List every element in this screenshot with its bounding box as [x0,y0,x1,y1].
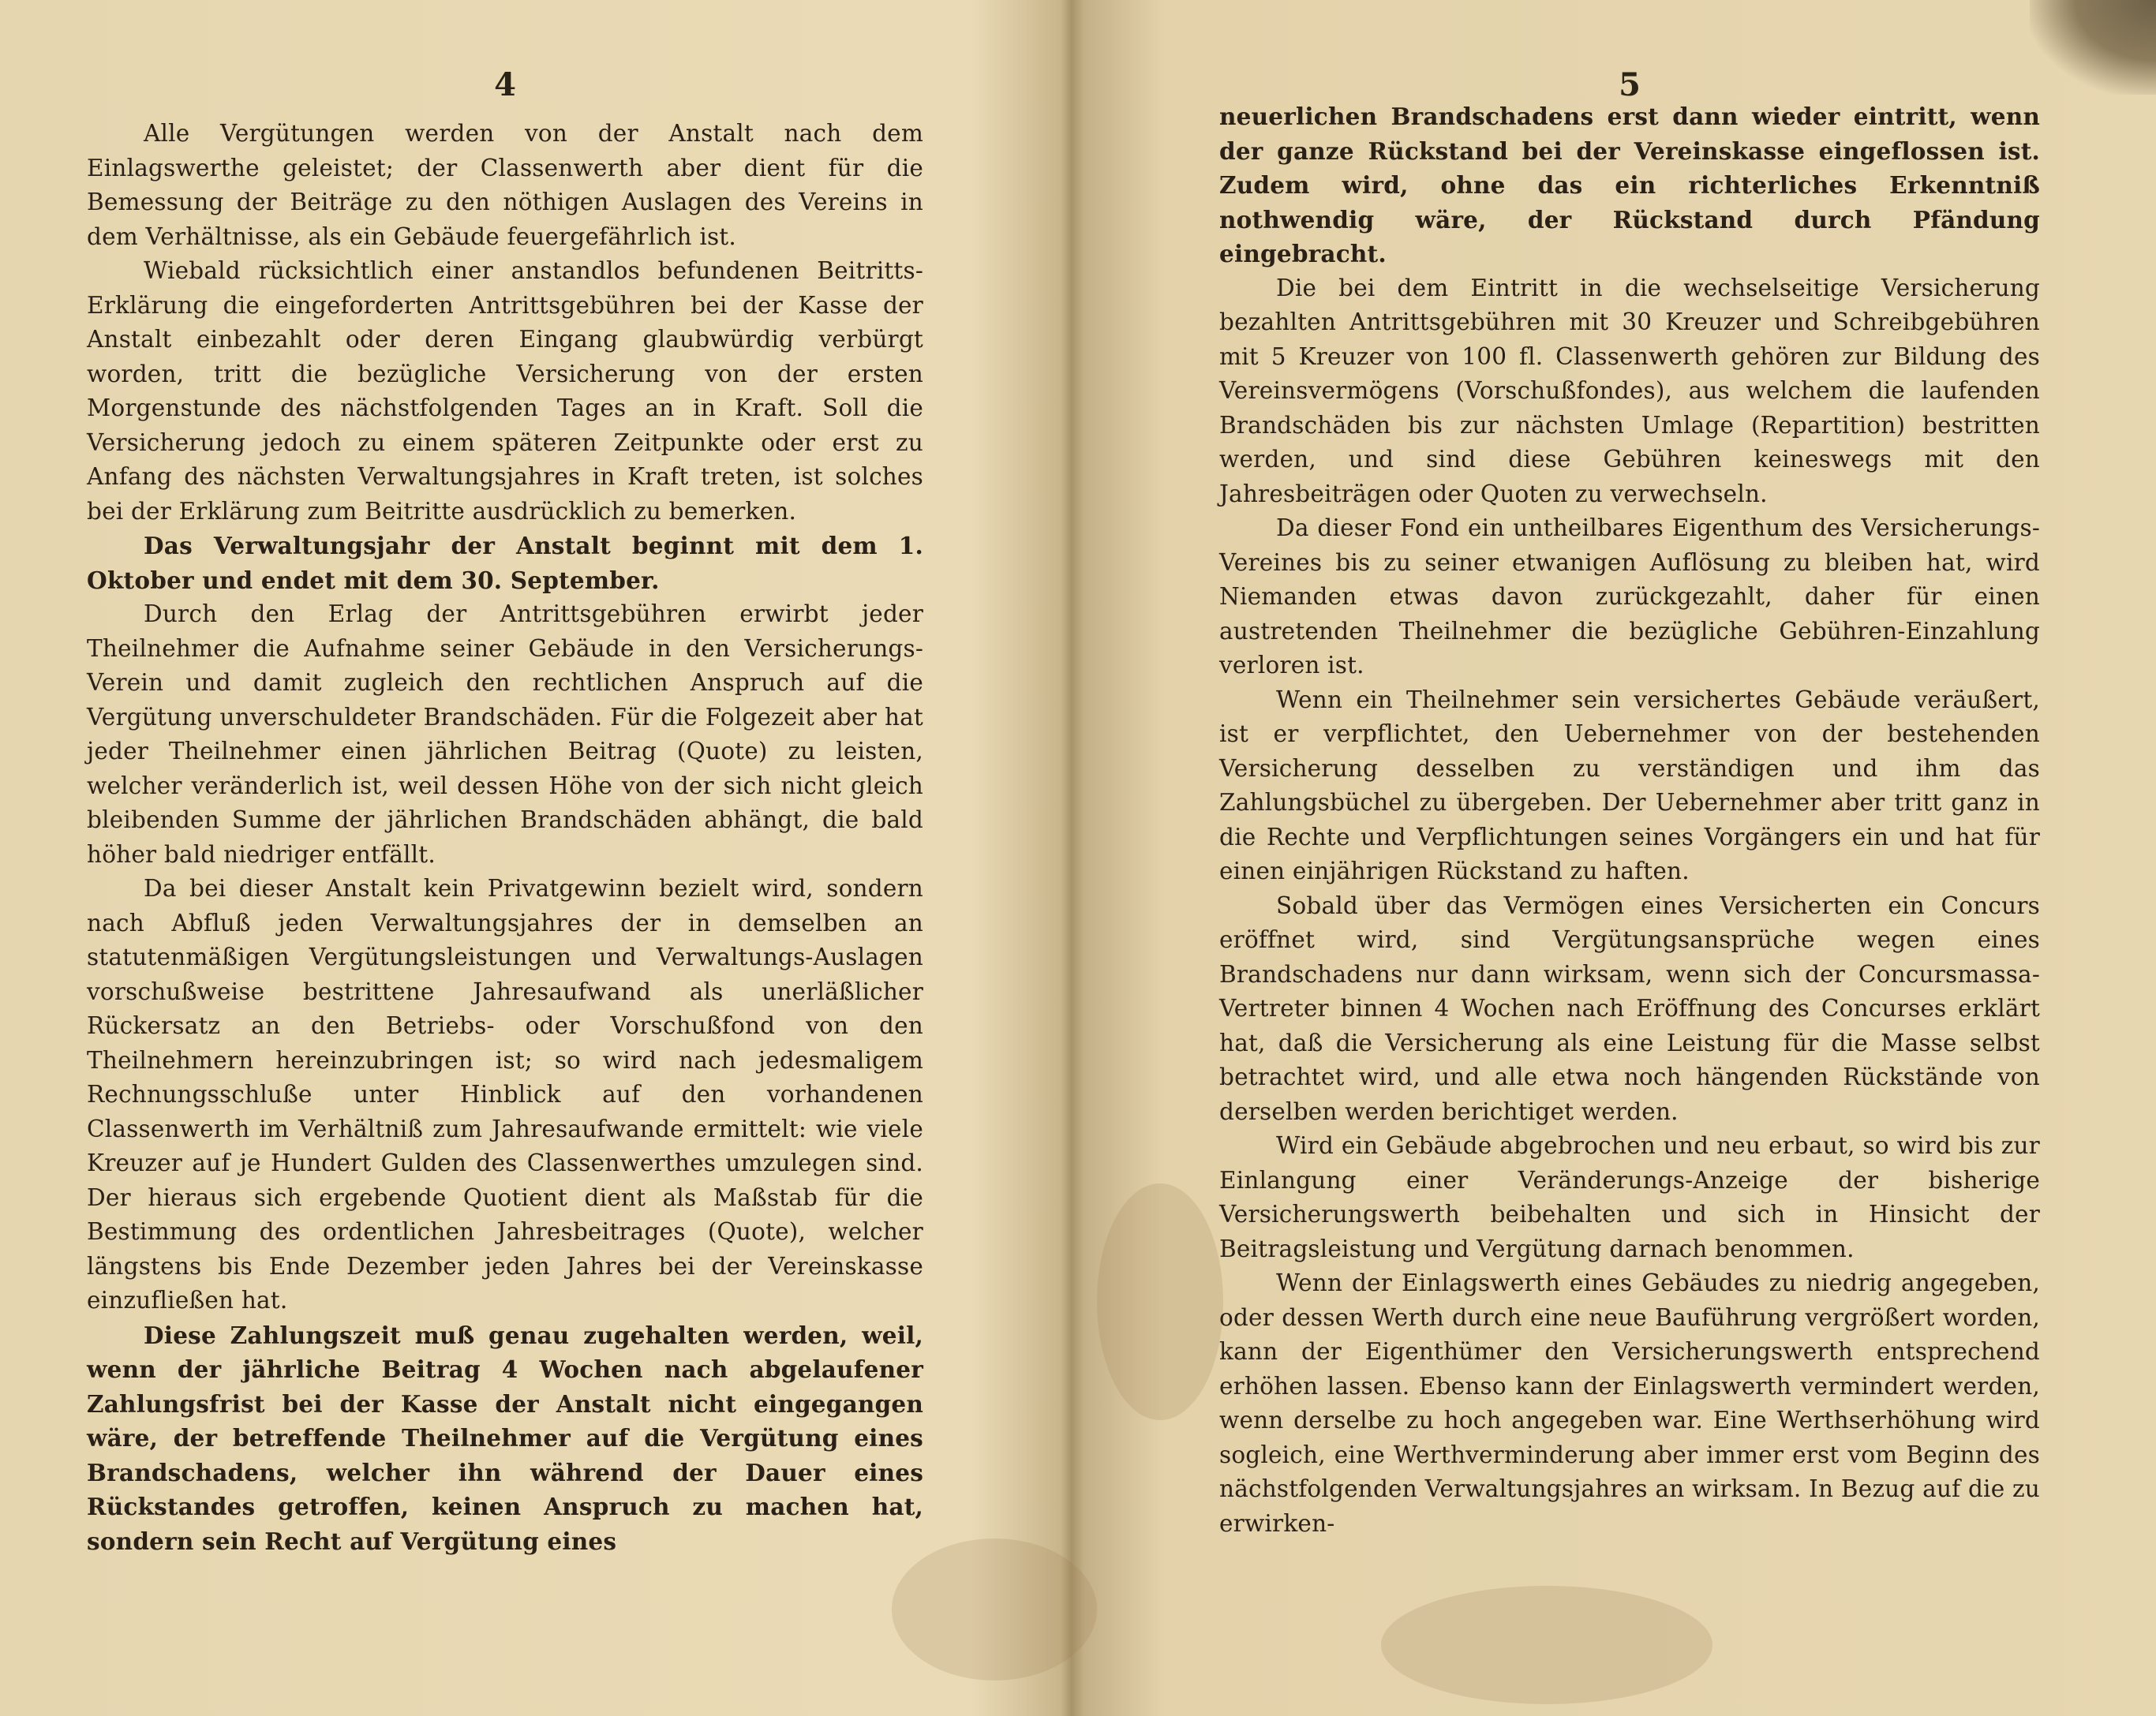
paragraph: Sobald über das Vermögen eines Versicherten ein Concurs eröffnet wird, sind Vergütungsansprüche wegen eines Brandschadens nur dann wirksam, wenn sich der Concursmassa-Vertreter binnen 4 Wochen nach Eröffnung des Concurses erklärt hat, daß die Versicherung als eine Leistung für die Masse selbst betrachtet wird, und alle etwa noch hängenden Rückstände von derselben werden berichtiget werden. [1219,892,2040,1125]
paragraph: Die bei dem Eintritt in die wechselseitige Versicherung bezahlten Antrittsgebühren mit 30 Kreuzer und Schreibgebühren mit 5 Kreuzer von 100 fl. Classenwerth gehören zur Bildung des Vereinsvermögens (Vorschußfondes), aus welchem die laufenden Brandschäden bis zur nächsten Umlage (Repartition) bestritten werden, und sind diese Gebühren keineswegs mit den Jahresbeiträgen oder Quoten zu verwechseln. [1219,274,2040,507]
paragraph: Wird ein Gebäude abgebrochen und neu erbaut, so wird bis zur Einlangung einer Veränderungs-Anzeige der bisherige Versicherungswerth beibehalten und sich in Hinsicht der Beitragsleistung und Vergütung darnach benommen. [1219,1132,2040,1262]
paragraph: Alle Vergütungen werden von der Anstalt nach dem Einlagswerthe geleistet; der Classenwerth aber dient für die Bemessung der Beiträge zu den nöthigen Auslagen des Vereins in dem Verhältnisse, als ein Gebäude feuergefährlich ist. [87,120,923,250]
water-stain [1097,1183,1223,1420]
paragraph: Wenn ein Theilnehmer sein versichertes Gebäude veräußert, ist er verpflichtet, den Uebernehmer von der bestehenden Versicherung desselben zu verständigen und ihm das Zahlungsbüchel zu übergeben. Der Uebernehmer aber tritt ganz in die Rechte und Verpflichtungen seines Vorgängers ein und hat für einen einjährigen Rückstand zu haften. [1219,686,2040,884]
page-number: 4 [494,66,516,103]
paragraph: Durch den Erlag der Antrittsgebühren erwirbt jeder Theilnehmer die Aufnahme seiner Gebäude in den Versicherungs-Verein und damit zugleich den rechtlichen Anspruch auf die Vergütung unverschuldeter Brandschäden. Für die Folgezeit aber hat jeder Theilnehmer einen jährlichen Beitrag (Quote) zu leisten, welcher veränderlich ist, weil dessen Höhe von der sich nicht gleich bleibenden Summe der jährlichen Brandschäden abhängt, die bald höher bald niedriger entfällt. [87,600,923,868]
paragraph: Da bei dieser Anstalt kein Privatgewinn bezielt wird, sondern nach Abfluß jeden Verwaltungsjahres der in demselben an statutenmäßigen Vergütungsleistungen und Verwaltungs-Auslagen vorschußweise bestrittene Jahresaufwand als unerläßlicher Rückersatz an den Betriebs- oder Vorschußfond von den Theilnehmern hereinzubringen ist; so wird nach jedesmaligem Rechnungsschluße unter Hinblick auf den vorhandenen Classenwerth im Verhältniß zum Jahresaufwande ermittelt: wie viele Kreuzer auf je Hundert Gulden des Classenwerthes umzulegen sind. Der hieraus sich ergebende Quotient dient als Maßstab für die Bestimmung des ordentlichen Jahresbeitrages (Quote), welcher längstens bis Ende Dezember jeden Jahres bei der Vereinskasse einzufließen hat. [87,875,923,1314]
paragraph-bold: neuerlichen Brandschadens erst dann wieder eintritt, wenn der ganze Rückstand bei der Vereinskasse eingeflossen ist. Zudem wird, ohne das ein richterliches Erkenntniß nothwendig wäre, der Rückstand durch Pfändung eingebracht. [1219,103,2040,267]
paragraph-bold: Das Verwaltungsjahr der Anstalt beginnt mit dem 1. Oktober und endet mit dem 30. September. [87,532,923,594]
paragraph: Wiebald rücksichtlich einer anstandlos befundenen Beitritts-Erklärung die eingeforderten Antrittsgebühren bei der Kasse der Anstalt einbezahlt oder deren Eingang glaubwürdig verbürgt worden, tritt die bezügliche Versicherung von der ersten Morgenstunde des nächstfolgenden Tages an in Kraft. Soll die Versicherung jedoch zu einem späteren Zeitpunkte oder erst zu Anfang des nächsten Verwaltungsjahres in Kraft treten, ist solches bei der Erklärung zum Beitritte ausdrücklich zu bemerken. [87,257,923,525]
left-page-text [87,117,923,1558]
paragraph-bold: Diese Zahlungszeit muß genau zugehalten werden, weil, wenn der jährliche Beitrag 4 Wochen nach abgelaufener Zahlungsfrist bei der Kasse der Anstalt nicht eingegangen wäre, der betreffende Theilnehmer auf die Vergütung eines Brandschadens, welcher ihn während der Dauer eines Rückstandes getroffen, keinen Anspruch zu machen hat, sondern sein Recht auf Vergütung eines [87,1321,923,1555]
left-page [87,0,923,1716]
torn-corner [2030,0,2156,95]
page-number: 5 [1619,66,1641,103]
paragraph: Da dieser Fond ein untheilbares Eigenthum des Versicherungs-Vereines bis zu seiner etwanigen Auflösung zu bleiben hat, wird Niemanden etwas davon zurückgezahlt, daher für einen austretenden Theilnehmer die bezügliche Gebühren-Einzahlung verloren ist. [1219,514,2040,679]
right-page-text [1219,99,2040,1541]
paragraph: Wenn der Einlagswerth eines Gebäudes zu niedrig angegeben, oder dessen Werth durch eine neue Bauführung vergrößert worden, kann der Eigenthümer den Versicherungswerth entsprechend erhöhen lassen. Ebenso kann der Einlagswerth vermindert werden, wenn derselbe zu hoch angegeben war. Eine Werthserhöhung wird sogleich, eine Werthverminderung aber immer erst vom Beginn des nächstfolgenden Verwaltungsjahres an wirksam. In Bezug auf die zu erwirken- [1219,1269,2040,1537]
right-page [1219,0,2040,1716]
